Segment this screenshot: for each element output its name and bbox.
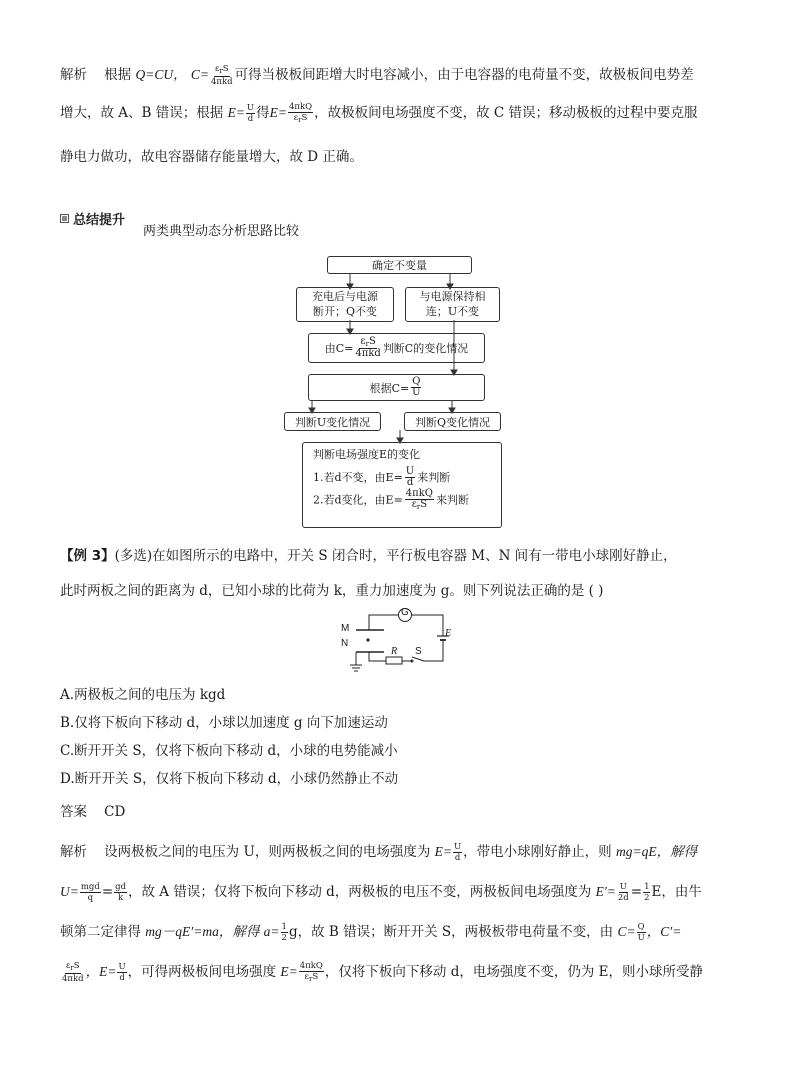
example-text: (多选)在如图所示的电路中，开关 S 闭合时，平行板电容器 M、N 间有一带电小球刚好静止，: [114, 548, 677, 564]
flow-text: 来判断: [417, 470, 451, 484]
fraction: $\frac{\text{4πkQ}}{\varepsilon_rS}$: [299, 960, 323, 984]
fraction: $\frac{\varepsilon_rS}{\text{4πkd}}$: [62, 960, 84, 984]
formula-e: E=: [280, 964, 298, 979]
formula-mg: mg=qE，解得: [615, 844, 698, 859]
analysis-text: ，可得两极板间电场强度: [127, 964, 277, 980]
fraction: 4πkQ $\varepsilon_rS$: [405, 487, 433, 511]
fraction: $\frac{Q}{U}$: [637, 921, 645, 943]
flow-text: 2.若d变化，由E=: [313, 492, 403, 506]
formula-c-prime: ，C′=: [646, 924, 682, 939]
fraction: $\frac{1}{2}$: [281, 921, 287, 943]
analysis-text: 顿第二定律得: [60, 924, 141, 940]
fraction: $\frac{\text{4πkQ}}{\varepsilon_rS}$: [288, 101, 313, 125]
flow-text: 判断电场强度E的变化: [313, 448, 421, 461]
analysis2-line-4: [60, 960, 703, 983]
analysis2-line-3: [60, 920, 681, 943]
fraction: $\frac{1}{2}$: [644, 881, 650, 903]
flow-box-judge-q: [404, 412, 501, 431]
flow-text: 确定不变量: [372, 259, 427, 272]
fraction: $\frac{\varepsilon_rS}{\text{4πkd}}$: [211, 63, 233, 87]
analysis-text: 静电力做功，故电容器储存能量增大，故 D 正确。: [60, 149, 363, 165]
flow-text: 断开；Q不变: [312, 304, 378, 318]
emf-label: E: [445, 628, 452, 639]
plate-m-label: M: [341, 623, 350, 634]
analysis-text: ，带电小球刚好静止，则: [463, 844, 612, 860]
flow-box-disconnected: [296, 287, 394, 322]
analysis-text: g，故 B 错误；断开开关 S，两极板带电荷量不变，由: [288, 924, 614, 940]
example-line-1: [60, 544, 677, 564]
formula-e: ，E=: [85, 964, 117, 979]
flow-text: 根据C=: [369, 381, 410, 395]
flow-text: 1.若d不变，由E=: [313, 470, 403, 484]
fraction: $\frac{U}{d}$: [405, 465, 415, 488]
formula-e: E=: [434, 844, 452, 859]
flow-text: 判断Q变化情况: [414, 415, 491, 429]
flow-box-judge-e: [302, 442, 502, 528]
flow-text: 由C=: [324, 342, 354, 355]
analysis-label: 解析: [60, 67, 87, 83]
resistor-label: R: [391, 646, 398, 657]
summary-heading-text: 总结提升: [73, 213, 126, 228]
analysis2-line-1: [60, 840, 697, 863]
fraction: $\frac{U}{d}$: [454, 841, 462, 863]
fraction: $\frac{gd}{k}$: [115, 881, 127, 903]
flow-box-according-c: [308, 374, 485, 401]
option-c: C.断开开关 S，仅将下板向下移动 d，小球的电势能减小: [60, 743, 398, 759]
analysis-text: ，仅将下板向下移动 d，电场强度不变，仍为 E，则小球所受静: [324, 964, 703, 980]
flow-text: 充电后与电源: [312, 289, 378, 303]
answer-line: [60, 800, 125, 820]
flow-box-connected: [405, 287, 500, 322]
analysis-text: 可得当极板间距增大时电容减小，由于电容器的电荷量不变，故极板间电势差: [234, 67, 694, 83]
flow-text: 连；U不变: [425, 304, 480, 318]
galvanometer-label: G: [401, 607, 409, 618]
flow-text: 来判断: [436, 492, 469, 506]
answer-label: 答案: [60, 804, 87, 820]
analysis-text: 增大，故 A、B 错误；根据: [60, 105, 224, 121]
option-a: A.两极板之间的电压为 kgd: [60, 687, 226, 703]
flow-text: 与电源保持相: [419, 289, 486, 303]
analysis-text: 得: [256, 105, 270, 121]
flow-rule-2: [313, 489, 469, 512]
formula-q: Q=CU，: [135, 67, 187, 82]
summary-subtitle: 两类典型动态分析思路比较: [143, 224, 300, 239]
formula-eq: =: [630, 884, 643, 900]
analysis-text: 设两极板之间的电压为 U，则两极板之间的电场强度为: [104, 844, 431, 860]
fraction: $\varepsilon_rS$ 4πkd: [355, 335, 381, 359]
formula-u: U=: [60, 884, 79, 899]
formula-e-prime: E′=: [595, 884, 616, 899]
fraction: $\frac{Q}{U}$: [412, 375, 421, 398]
fraction: $\frac{U}{d}$: [118, 961, 126, 983]
answer-value: CD: [104, 804, 126, 820]
flow-text: 判断C的变化情况: [382, 342, 469, 355]
flow-text: 判断U变化情况: [294, 415, 371, 429]
switch-label: S: [415, 646, 422, 657]
example-line-2: [60, 579, 603, 599]
fraction: $\frac{\text{mgd}}{q}$: [80, 881, 100, 903]
flow-box-judge-u: [284, 412, 381, 431]
plate-n-label: N: [341, 638, 349, 649]
fraction: $\frac{U}{d}$: [246, 102, 255, 124]
formula-eq: =: [101, 884, 114, 900]
analysis-text: ，故 A 错误；仅将下板向下移动 d，两极板的电压不变，两极板间电场强度为: [128, 884, 592, 900]
flow-box-fixed-quantity: [327, 256, 472, 274]
option-b: B.仅将下板向下移动 d，小球以加速度 g 向下加速运动: [60, 715, 388, 731]
example-tag: 【例 3】: [60, 548, 115, 564]
analysis-label: 解析: [60, 844, 87, 860]
circuit-svg: [338, 605, 458, 675]
formula-e: E=: [269, 105, 287, 120]
flow-box-judge-c: [308, 333, 485, 363]
formula-newton: mg－qE′=ma，解得: [145, 924, 260, 939]
example-text: 此时两板之间的距离为 d，已知小球的比荷为 k，重力加速度为 g。则下列说法正确的是 ( ): [60, 583, 604, 599]
formula-e: E=: [227, 105, 245, 120]
analysis-text: 根据: [104, 67, 132, 83]
option-d: D.断开开关 S，仅将下板向下移动 d，小球仍然静止不动: [60, 771, 399, 787]
formula-a: a=: [263, 924, 280, 939]
formula-c: C=: [190, 67, 210, 82]
circuit-diagram: [338, 605, 458, 675]
flow-rule-1: [313, 467, 450, 489]
analysis-text: ，故极板间电场强度不变，故 C 错误；移动极板的过程中要克服: [314, 105, 698, 121]
analysis-text: E，由牛: [651, 884, 702, 900]
formula-c: C=: [617, 924, 636, 939]
analysis2-line-2: [60, 880, 702, 903]
fraction: $\frac{U}{2d}$: [617, 881, 629, 903]
